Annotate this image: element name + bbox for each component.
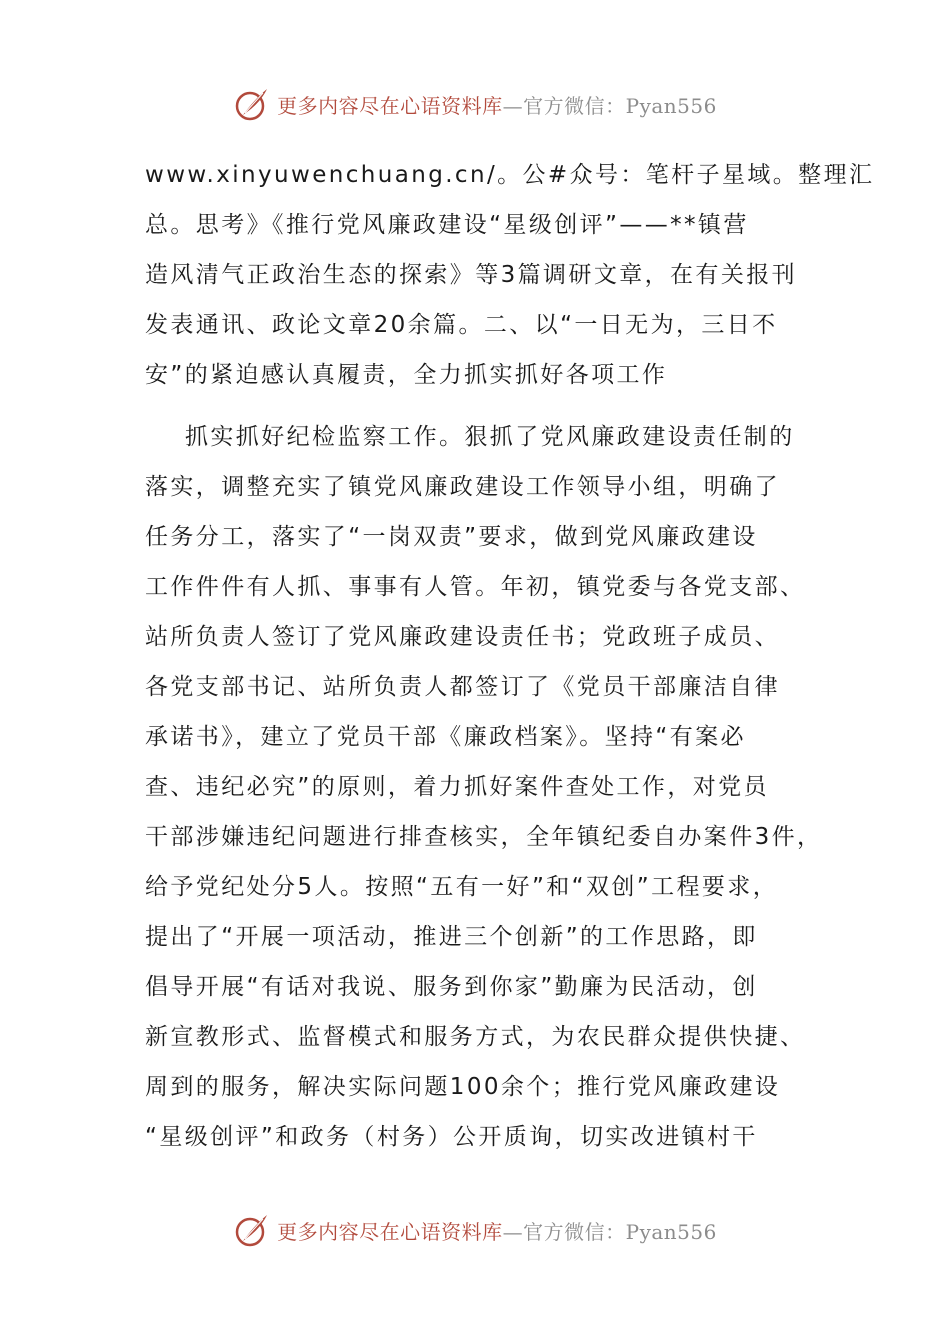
quill-logo-icon [233, 85, 271, 123]
text-line: 干部涉嫌违纪问题进行排查核实，全年镇纪委自办案件3件， [145, 824, 823, 850]
text-line: 安”的紧迫感认真履责，全力抓实抓好各项工作 [145, 362, 668, 388]
text-line: 提出了“开展一项活动，推进三个创新”的工作思路，即 [145, 924, 758, 950]
header-banner-text [277, 90, 717, 119]
text-line: 造风清气正政治生态的探索》等3篇调研文章，在有关报刊 [145, 262, 798, 288]
paragraph-2 [145, 412, 825, 1162]
text-line: 倡导开展“有话对我说、服务到你家”勤廉为民活动，创 [145, 974, 758, 1000]
text-line: “星级创评”和政务（村务）公开质询，切实改进镇村干 [145, 1124, 758, 1150]
paragraph-spacer [145, 400, 825, 412]
text-line: 周到的服务，解决实际问题100余个；推行党风廉政建设 [145, 1074, 781, 1100]
footer-banner [0, 1208, 950, 1252]
text-line: 给予党纪处分5人。按照“五有一好”和“双创”工程要求， [145, 874, 779, 900]
text-line: 站所负责人签订了党风廉政建设责任书；党政班子成员、 [145, 624, 780, 650]
header-banner [0, 82, 950, 126]
paragraph-1 [145, 150, 875, 400]
text-line: 查、违纪必究”的原则，着力抓好案件查处工作，对党员 [145, 774, 769, 800]
text-line: 承诺书》，建立了党员干部《廉政档案》。坚持“有案必 [145, 724, 746, 750]
text-line: 总。思考》《推行党风廉政建设“星级创评”——**镇营 [145, 212, 749, 238]
text-line: 发表通讯、政论文章20余篇。二、以“一日无为，三日不 [145, 312, 778, 338]
text-line: www.xinyuwenchuang.cn/。公#众号：笔杆子星域。整理汇 [145, 162, 875, 188]
footer-banner-rest: —官方微信：Pyan556 [502, 1219, 717, 1244]
footer-banner-text [277, 1216, 717, 1245]
footer-banner-accent: 更多内容尽在心语资料库 [277, 1219, 503, 1244]
header-banner-accent: 更多内容尽在心语资料库 [277, 93, 503, 118]
text-line: 新宣教形式、监督模式和服务方式，为农民群众提供快捷、 [145, 1024, 806, 1050]
document-body [145, 150, 875, 1162]
text-line: 工作件件有人抓、事事有人管。年初，镇党委与各党支部、 [145, 574, 806, 600]
quill-logo-icon [233, 1211, 271, 1249]
text-line: 各党支部书记、站所负责人都签订了《党员干部廉洁自律 [145, 674, 780, 700]
text-line: 落实，调整充实了镇党风廉政建设工作领导小组，明确了 [145, 474, 780, 500]
text-line: 抓实抓好纪检监察工作。狠抓了党风廉政建设责任制的 [185, 424, 795, 450]
text-line: 任务分工，落实了“一岗双责”要求，做到党风廉政建设 [145, 524, 758, 550]
header-banner-rest: —官方微信：Pyan556 [502, 93, 717, 118]
